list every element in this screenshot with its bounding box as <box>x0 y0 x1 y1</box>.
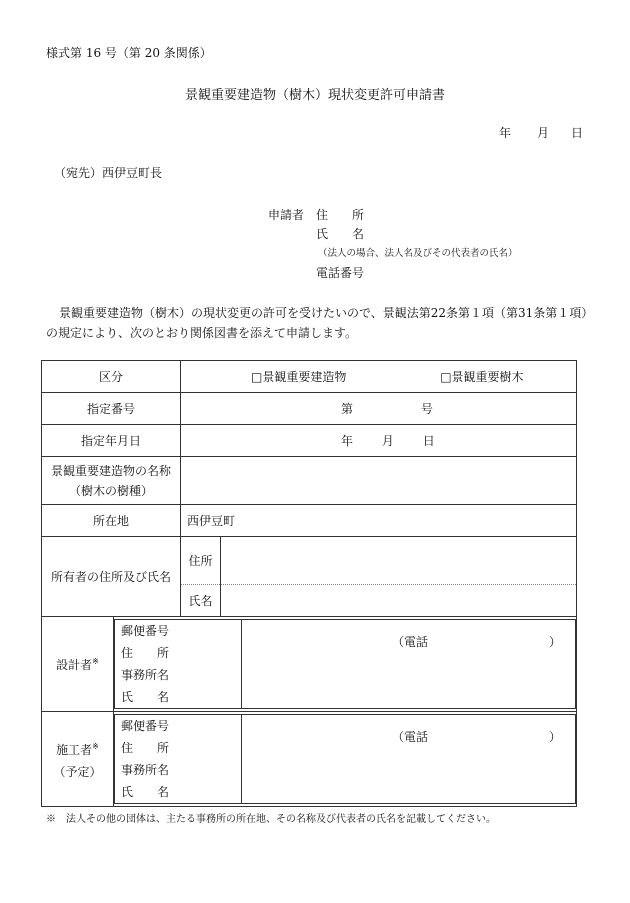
owner-label: 所有者の住所及び氏名 <box>42 537 181 617</box>
body-text-line1: 景観重要建造物（樹木）の現状変更の許可を受けたいので、景観法第22条第１項（第31条第１項） <box>59 306 594 320</box>
designation-date-month: 月 <box>381 434 394 448</box>
date-month-label: 月 <box>537 126 550 140</box>
date-day-label: 日 <box>571 126 584 140</box>
owner-address-field[interactable] <box>221 537 577 585</box>
designer-field-labels <box>115 620 242 709</box>
designer-phone-open: （電話 <box>392 635 429 649</box>
designation-date-field[interactable] <box>181 425 577 457</box>
builder-label-text: 施工者 <box>56 742 93 757</box>
designer-label-text: 設計者 <box>56 657 93 672</box>
location-value[interactable]: 西伊豆町 <box>181 505 577 537</box>
builder-mark: ※ <box>92 741 99 751</box>
builder-office-label: 事務所名 <box>121 763 170 777</box>
building-name-label <box>42 457 181 505</box>
designer-label <box>42 617 114 712</box>
builder-postal-label: 郵便番号 <box>121 719 170 733</box>
designer-person-label: 氏 名 <box>121 690 170 704</box>
date-year-label: 年 <box>499 126 512 140</box>
owner-address-label: 住所 <box>181 537 221 585</box>
builder-phone-close: ） <box>549 730 562 744</box>
builder-address-label: 住 所 <box>121 741 170 755</box>
builder-details[interactable] <box>114 712 577 807</box>
designer-inner <box>114 619 576 709</box>
builder-phone-open: （電話 <box>392 730 429 744</box>
location-label: 所在地 <box>42 505 181 537</box>
designation-no-field[interactable] <box>181 393 577 425</box>
builder-label <box>42 712 114 807</box>
designation-no-go: 号 <box>420 402 433 416</box>
designation-date-day: 日 <box>422 434 435 448</box>
applicant-name-note: （法人の場合、法人名及びその代表者の氏名） <box>318 248 518 259</box>
designer-office-label: 事務所名 <box>121 668 170 682</box>
owner-name-label: 氏名 <box>181 585 221 617</box>
builder-field-labels <box>115 715 242 804</box>
builder-inner <box>114 714 576 804</box>
building-name-field[interactable] <box>181 457 577 505</box>
designer-address-label: 住 所 <box>121 646 170 660</box>
page-title: 景観重要建造物（樹木）現状変更許可申請書 <box>184 88 445 103</box>
designer-postal-label: 郵便番号 <box>121 624 170 638</box>
building-name-label-line1: 景観重要建造物の名称 <box>51 463 172 478</box>
applicant-label: 申請者 <box>268 208 305 222</box>
designer-details[interactable] <box>114 617 577 712</box>
designer-phone-close: ） <box>549 635 562 649</box>
builder-person-label: 氏 名 <box>121 785 170 799</box>
addressee: （宛先）西伊豆町長 <box>54 166 163 180</box>
category-options <box>181 361 577 393</box>
building-name-label-line2: （樹木の樹種） <box>69 483 154 498</box>
checkbox-landscape-tree[interactable]: □景観重要樹木 <box>440 370 524 384</box>
designation-date-label: 指定年月日 <box>42 425 181 457</box>
designation-date-year: 年 <box>341 434 354 448</box>
applicant-name-label: 氏 名 <box>316 227 365 241</box>
builder-sub-label: （予定） <box>53 764 102 779</box>
form-number: 様式第 16 号（第 20 条関係） <box>46 46 212 60</box>
designation-no-label: 指定番号 <box>42 393 181 425</box>
applicant-phone-label: 電話番号 <box>316 266 365 280</box>
builder-field-values <box>242 715 576 804</box>
owner-name-field[interactable] <box>221 585 577 617</box>
designer-field-values <box>242 620 576 709</box>
body-text-line2: の規定により、次のとおり関係図書を添えて申請します。 <box>46 326 358 340</box>
applicant-address-label: 住 所 <box>316 208 365 222</box>
application-table <box>41 360 577 807</box>
footnote: ※ 法人その他の団体は、主たる事務所の所在地、その名称及び代表者の氏名を記載してください。 <box>46 814 496 825</box>
designation-no-dai: 第 <box>341 402 354 416</box>
category-label: 区分 <box>42 361 181 393</box>
designer-mark: ※ <box>92 656 99 666</box>
checkbox-landscape-building[interactable]: □景観重要建造物 <box>251 370 347 384</box>
